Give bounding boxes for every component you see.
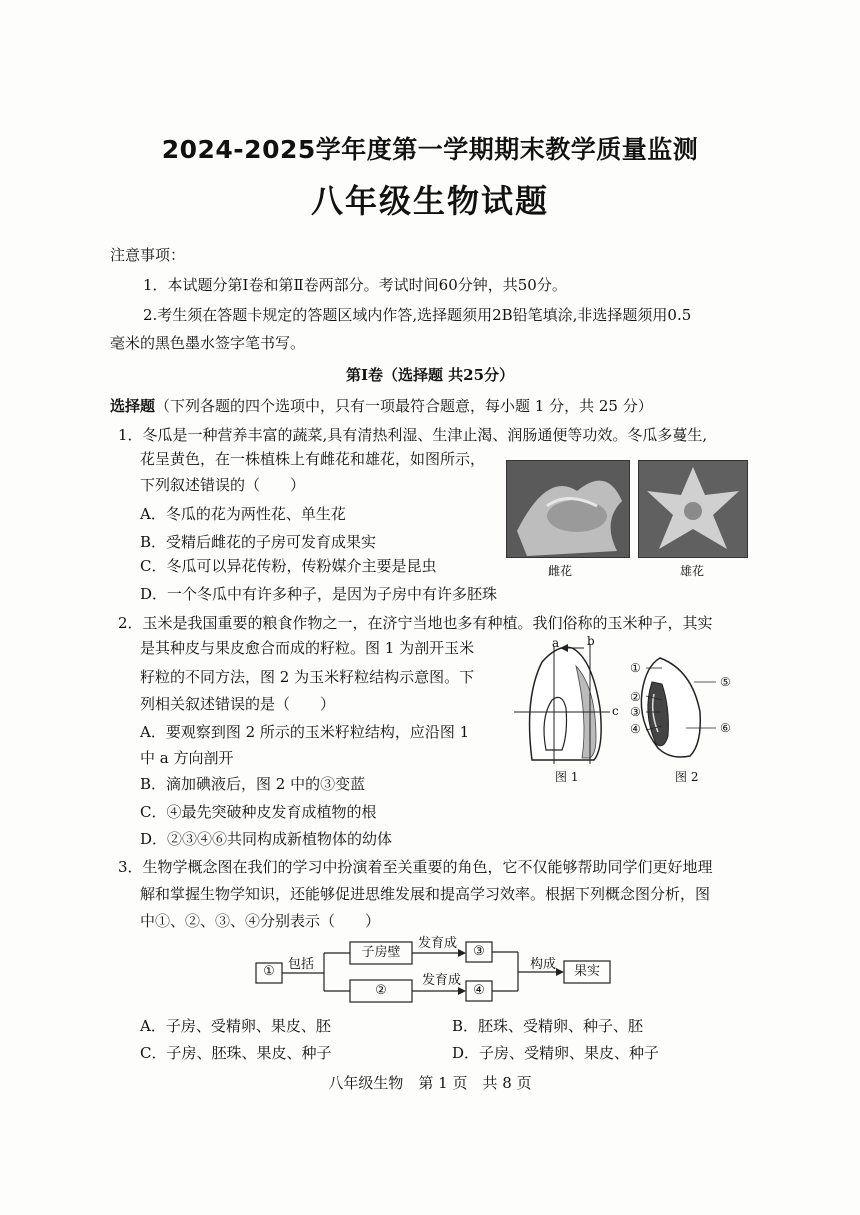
male-flower-photo — [638, 460, 748, 558]
concept-develop-label-1: 发育成 — [418, 936, 458, 951]
fig1-label-b: b — [587, 634, 595, 648]
section-title: 第Ⅰ卷（选择题 共25分） — [345, 366, 515, 384]
q1-stem-line2: 花呈黄色，在一株植株上有雌花和雄花，如图所示， — [140, 450, 486, 468]
q2-stem-line4: 列相关叙述错误的是（ ） — [140, 695, 336, 713]
concept-form-label: 构成 — [530, 957, 557, 972]
section-instruction: （下列各题的四个选项中，只有一项最符合题意，每小题 1 分，共 25 分） — [155, 397, 653, 415]
q1-option-d: D．一个冬瓜中有许多种子，是因为子房中有许多胚珠 — [140, 585, 498, 603]
fig2-label-2: ② — [630, 690, 641, 704]
q1-stem-line3: 下列叙述错误的（ ） — [140, 476, 306, 494]
fig2-caption: 图 2 — [675, 770, 699, 784]
fig2-label-6: ⑥ — [720, 721, 731, 735]
exam-title: 2024-2025学年度第一学期期末教学质量监测 — [161, 135, 699, 164]
concept-include-label: 包括 — [288, 957, 315, 972]
male-flower-label: 雄花 — [680, 564, 705, 578]
q2-option-c: C．④最先突破种皮发育成植物的根 — [140, 803, 377, 821]
q3-option-c: C．子房、胚珠、果皮、种子 — [140, 1044, 332, 1062]
q1-option-c: C．冬瓜可以异花传粉，传粉媒介主要是昆虫 — [140, 557, 437, 575]
q3-stem-line3: 中①、②、③、④分别表示（ ） — [140, 912, 381, 930]
concept-develop-label-2: 发育成 — [422, 973, 462, 988]
concept-box-2: ② — [375, 983, 387, 998]
q1-option-b: B．受精后雌花的子房可发育成果实 — [140, 533, 377, 551]
female-flower-photo — [506, 460, 630, 558]
fig2-label-4: ④ — [630, 722, 641, 736]
q1-option-a: A．冬瓜的花为两性花、单生花 — [140, 505, 346, 523]
notice-item-2-line1: 2.考生须在答题卡规定的答题区域内作答,选择题须用2B铅笔填涂,非选择题须用0.5 — [143, 306, 692, 324]
fig2-label-1: ① — [630, 661, 641, 675]
corn-kernel-figure-1 — [510, 638, 620, 768]
q1-stem-line1: 1．冬瓜是一种营养丰富的蔬菜,具有清热利湿、生津止渴、润肠通便等功效。冬瓜多蔓生, — [118, 426, 708, 444]
concept-box-4: ④ — [473, 983, 485, 998]
page-footer: 八年级生物 第 1 页 共 8 页 — [328, 1074, 532, 1092]
fig1-label-c: c — [612, 704, 619, 718]
q3-stem-line1: 3．生物学概念图在我们的学习中扮演着至关重要的角色，它不仅能够帮助同学们更好地理 — [118, 858, 713, 876]
section-label: 选择题 — [110, 397, 156, 415]
q3-stem-line2: 解和掌握生物学知识，还能够促进思维发展和提高学习效率。根据下列概念图分析，图 — [140, 885, 711, 903]
notice-item-1: 1．本试题分第Ⅰ卷和第Ⅱ卷两部分。考试时间60分钟，共50分。 — [143, 276, 567, 294]
concept-fruit: 果实 — [573, 964, 600, 979]
fig2-label-3: ③ — [630, 705, 641, 719]
fig2-leader-lines — [640, 664, 750, 744]
q3-option-d: D．子房、受精卵、果皮、种子 — [452, 1044, 660, 1062]
q2-option-a-line1: A．要观察到图 2 所示的玉米籽粒结构，应沿图 1 — [140, 723, 470, 741]
notice-item-2-line2: 毫米的黑色墨水签字笔书写。 — [110, 334, 306, 352]
notice-heading: 注意事项： — [110, 246, 186, 264]
q2-option-d: D．②③④⑥共同构成新植物体的幼体 — [140, 830, 393, 848]
q2-option-b: B．滴加碘液后，图 2 中的③变蓝 — [140, 775, 366, 793]
q2-option-a-line2: 中 a 方向剖开 — [140, 749, 234, 767]
q3-option-b: B．胚珠、受精卵、种子、胚 — [452, 1017, 644, 1035]
q3-option-a: A．子房、受精卵、果皮、胚 — [140, 1017, 331, 1035]
concept-ovary-wall: 子房壁 — [361, 945, 401, 960]
fig1-caption: 图 1 — [555, 770, 579, 784]
q2-stem-line2: 是其种皮与果皮愈合而成的籽粒。图 1 为剖开玉米 — [140, 639, 475, 657]
fig2-label-5: ⑤ — [720, 675, 731, 689]
fig1-label-a: a — [552, 636, 560, 650]
exam-subtitle: 八年级生物试题 — [310, 182, 549, 220]
q2-stem-line1: 2．玉米是我国重要的粮食作物之一，在济宁当地也多有种植。我们俗称的玉米种子，其实 — [118, 614, 713, 632]
q2-stem-line3: 籽粒的不同方法，图 2 为玉米籽粒结构示意图。下 — [140, 668, 475, 686]
concept-box-3: ③ — [473, 944, 485, 959]
female-flower-label: 雌花 — [548, 564, 573, 578]
concept-box-1: ① — [263, 964, 275, 979]
section-instruction-row — [110, 396, 653, 416]
